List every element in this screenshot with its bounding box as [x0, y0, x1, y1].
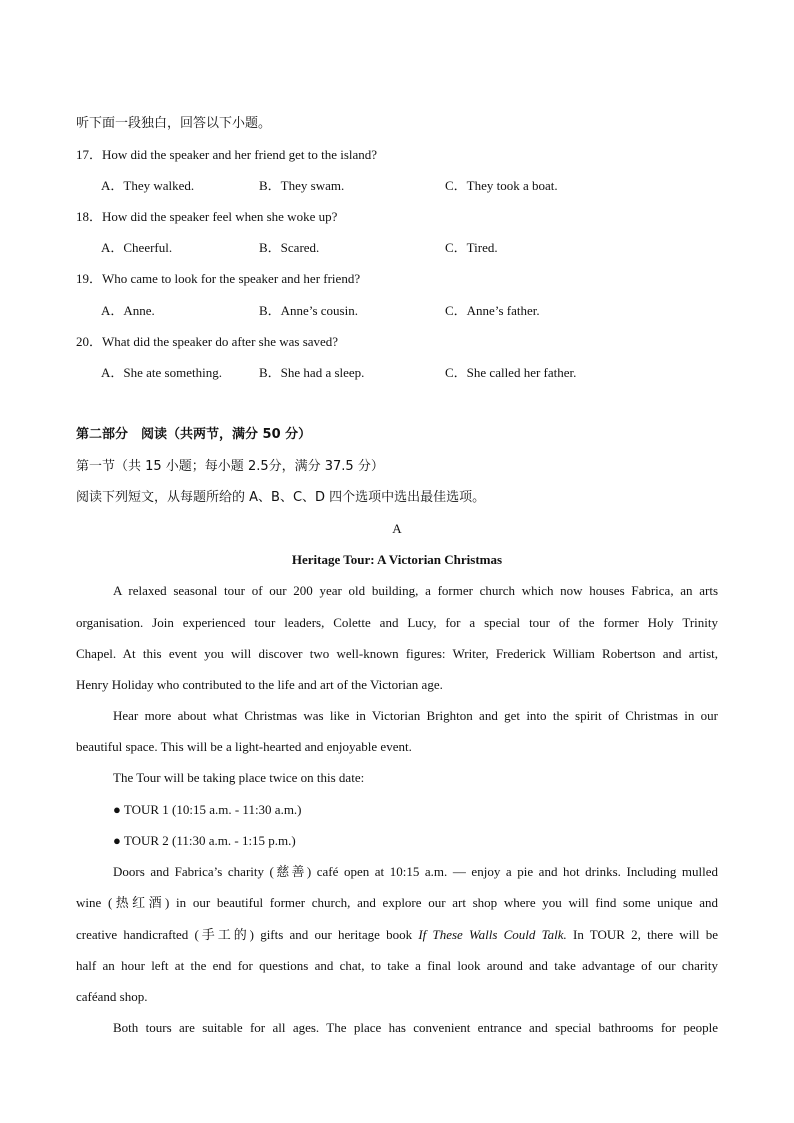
- paragraph-1-line-4: Henry Holiday who contributed to the life and art of the Victorian age.: [76, 677, 443, 692]
- tour-2-item: ● TOUR 2 (11:30 a.m. - 1:15 p.m.): [113, 833, 296, 848]
- paragraph-4-line-2: wine (热红酒) in our beautiful former church, and explore our art shop where you will find some unique and: [76, 895, 718, 910]
- question-20-option-b: B．She had a sleep.: [259, 365, 365, 380]
- paragraph-1-line-3: Chapel. At this event you will discover two well-known figures: Writer, Frederick William Robertson and artist,: [76, 646, 718, 661]
- paragraph-4-line-3-text-b: In TOUR 2, there will be: [566, 927, 718, 942]
- paragraph-2-line-2: beautiful space. This will be a light-hearted and enjoyable event.: [76, 739, 412, 754]
- paragraph-2-line-1: Hear more about what Christmas was like in Victorian Brighton and get into the spirit of Christmas in our: [113, 708, 718, 723]
- paragraph-4-line-5: caféand shop.: [76, 989, 148, 1004]
- question-17-option-a: A．They walked.: [101, 178, 195, 193]
- paragraph-4-line-3-text-a: creative handicrafted (手工的) gifts and our heritage book: [76, 927, 419, 942]
- question-18-option-c: C．Tired.: [445, 240, 498, 255]
- question-19-stem: 19．Who came to look for the speaker and her friend?: [76, 271, 361, 286]
- reading-instruction: 阅读下列短文，从每题所给的 A、B、C、D 四个选项中选出最佳选项。: [76, 490, 486, 505]
- listening-intro: 听下面一段独白，回答以下小题。: [76, 116, 272, 131]
- question-17-stem: 17．How did the speaker and her friend get to the island?: [76, 147, 378, 162]
- question-20-option-a: A．She ate something.: [101, 365, 222, 380]
- reading-part-title: 第二部分 阅读（共两节，满分 50 分）: [76, 427, 312, 442]
- question-20-stem: 20．What did the speaker do after she was saved?: [76, 334, 339, 349]
- paragraph-4-line-3: [76, 927, 718, 943]
- paragraph-5-line-1: Both tours are suitable for all ages. The place has convenient entrance and special bathrooms for people: [113, 1020, 718, 1035]
- question-18-option-b: B．Scared.: [259, 240, 320, 255]
- question-18-option-a: A．Cheerful.: [101, 240, 173, 255]
- passage-title: Heritage Tour: A Victorian Christmas: [291, 552, 503, 567]
- question-20-option-c: C．She called her father.: [445, 365, 577, 380]
- question-18-stem: 18．How did the speaker feel when she woke up?: [76, 209, 338, 224]
- question-17-option-c: C．They took a boat.: [445, 178, 558, 193]
- question-19-option-a: A．Anne.: [101, 303, 155, 318]
- paragraph-4-line-4: half an hour left at the end for questions and chat, to take a final look around and take advantage of our charity: [76, 958, 718, 973]
- tour-schedule-intro: The Tour will be taking place twice on this date:: [113, 770, 365, 785]
- passage-letter: A: [392, 521, 402, 536]
- tour-1-item: ● TOUR 1 (10:15 a.m. - 11:30 a.m.): [113, 802, 302, 817]
- book-title: If These Walls Could Talk.: [418, 927, 567, 942]
- paragraph-4-line-1: Doors and Fabrica’s charity (慈善) café open at 10:15 a.m. — enjoy a pie and hot drinks. Including mulled: [113, 864, 718, 879]
- question-17-option-b: B．They swam.: [259, 178, 345, 193]
- reading-section-title: 第一节（共 15 小题；每小题 2.5分，满分 37.5 分）: [76, 459, 384, 474]
- paragraph-1-line-2: organisation. Join experienced tour leaders, Colette and Lucy, for a special tour of the former Holy Trinity: [76, 615, 718, 630]
- paragraph-1-line-1: A relaxed seasonal tour of our 200 year old building, a former church which now houses Fabrica, an arts: [113, 583, 718, 598]
- question-19-option-b: B．Anne’s cousin.: [259, 303, 358, 318]
- question-19-option-c: C．Anne’s father.: [445, 303, 540, 318]
